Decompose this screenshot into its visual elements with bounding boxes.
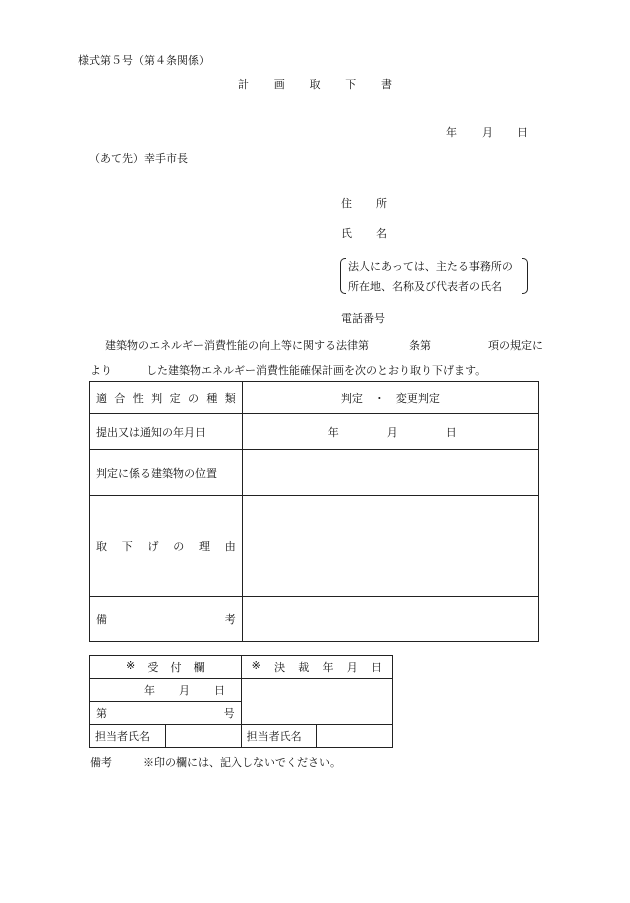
judgment-type-label: 適 合 性 判 定 の 種 類 (96, 391, 236, 405)
judgment-type-value: 判定 ・ 変更判定 (242, 382, 538, 414)
reception-header: ※ 受 付 欄 (126, 659, 205, 674)
date-month: 月 (482, 126, 493, 139)
corporate-note-line2: 所在地、名称及び代表者の氏名 (348, 280, 502, 293)
row-remarks (90, 597, 539, 642)
corporate-note-line1: 法人にあっては、主たる事務所の (348, 260, 513, 273)
date-year: 年 (446, 126, 457, 139)
decision-stamp-area (241, 679, 392, 725)
body-line2-part1: より (90, 364, 112, 377)
title-char: 画 (273, 78, 285, 91)
row-judgment-type (90, 382, 539, 414)
body-line2-part2: した建築物エネルギー消費性能確保計画を次のとおり取り下げます。 (146, 364, 487, 377)
submission-date-value: 年 月 日 (242, 414, 538, 450)
person-in-charge-label-left: 担当者氏名 (90, 725, 166, 748)
date-day: 日 (517, 126, 528, 139)
person-in-charge-value-right (317, 725, 393, 748)
submission-date-label: 提出又は通知の年月日 (90, 414, 243, 450)
withdrawal-reason-label: 取 下 げ の 理 由 (96, 540, 236, 553)
person-in-charge-value-left (165, 725, 241, 748)
building-location-label: 判定に係る建築物の位置 (90, 450, 243, 496)
document-title (238, 76, 392, 92)
note-text: ※印の欄には、記入しないでください。 (143, 756, 341, 769)
applicant-phone-label: 電話番号 (341, 312, 385, 325)
body-line1-part3: 項の規定に (488, 339, 543, 352)
title-char: 取 (309, 78, 321, 91)
main-form-table (89, 381, 539, 642)
title-char: 下 (345, 78, 357, 91)
row-building-location (90, 450, 539, 496)
addressee: （あて先）幸手市長 (89, 152, 188, 165)
applicant-address-label: 住 所 (341, 197, 387, 210)
row-submission-date (90, 414, 539, 450)
remarks-label: 備 考 (96, 613, 236, 626)
decision-header: ※ 決 裁 年 月 日 (251, 659, 382, 674)
reception-number: 第 号 (96, 707, 235, 720)
withdrawal-reason-value (242, 496, 538, 597)
building-location-value (242, 450, 538, 496)
title-char: 計 (238, 78, 249, 91)
form-id: 様式第５号（第４条関係） (78, 54, 210, 67)
reception-date: 年 月 日 (90, 679, 242, 702)
person-in-charge-label-right: 担当者氏名 (241, 725, 317, 748)
reception-table (89, 655, 393, 748)
applicant-name-label: 氏 名 (341, 227, 387, 240)
body-line1-part1: 建築物のエネルギー消費性能の向上等に関する法律第 (105, 339, 369, 352)
remarks-value (242, 597, 538, 642)
row-withdrawal-reason (90, 496, 539, 597)
title-char: 書 (381, 78, 392, 91)
body-line1-part2: 条第 (409, 339, 431, 352)
note-label: 備考 (90, 756, 112, 769)
